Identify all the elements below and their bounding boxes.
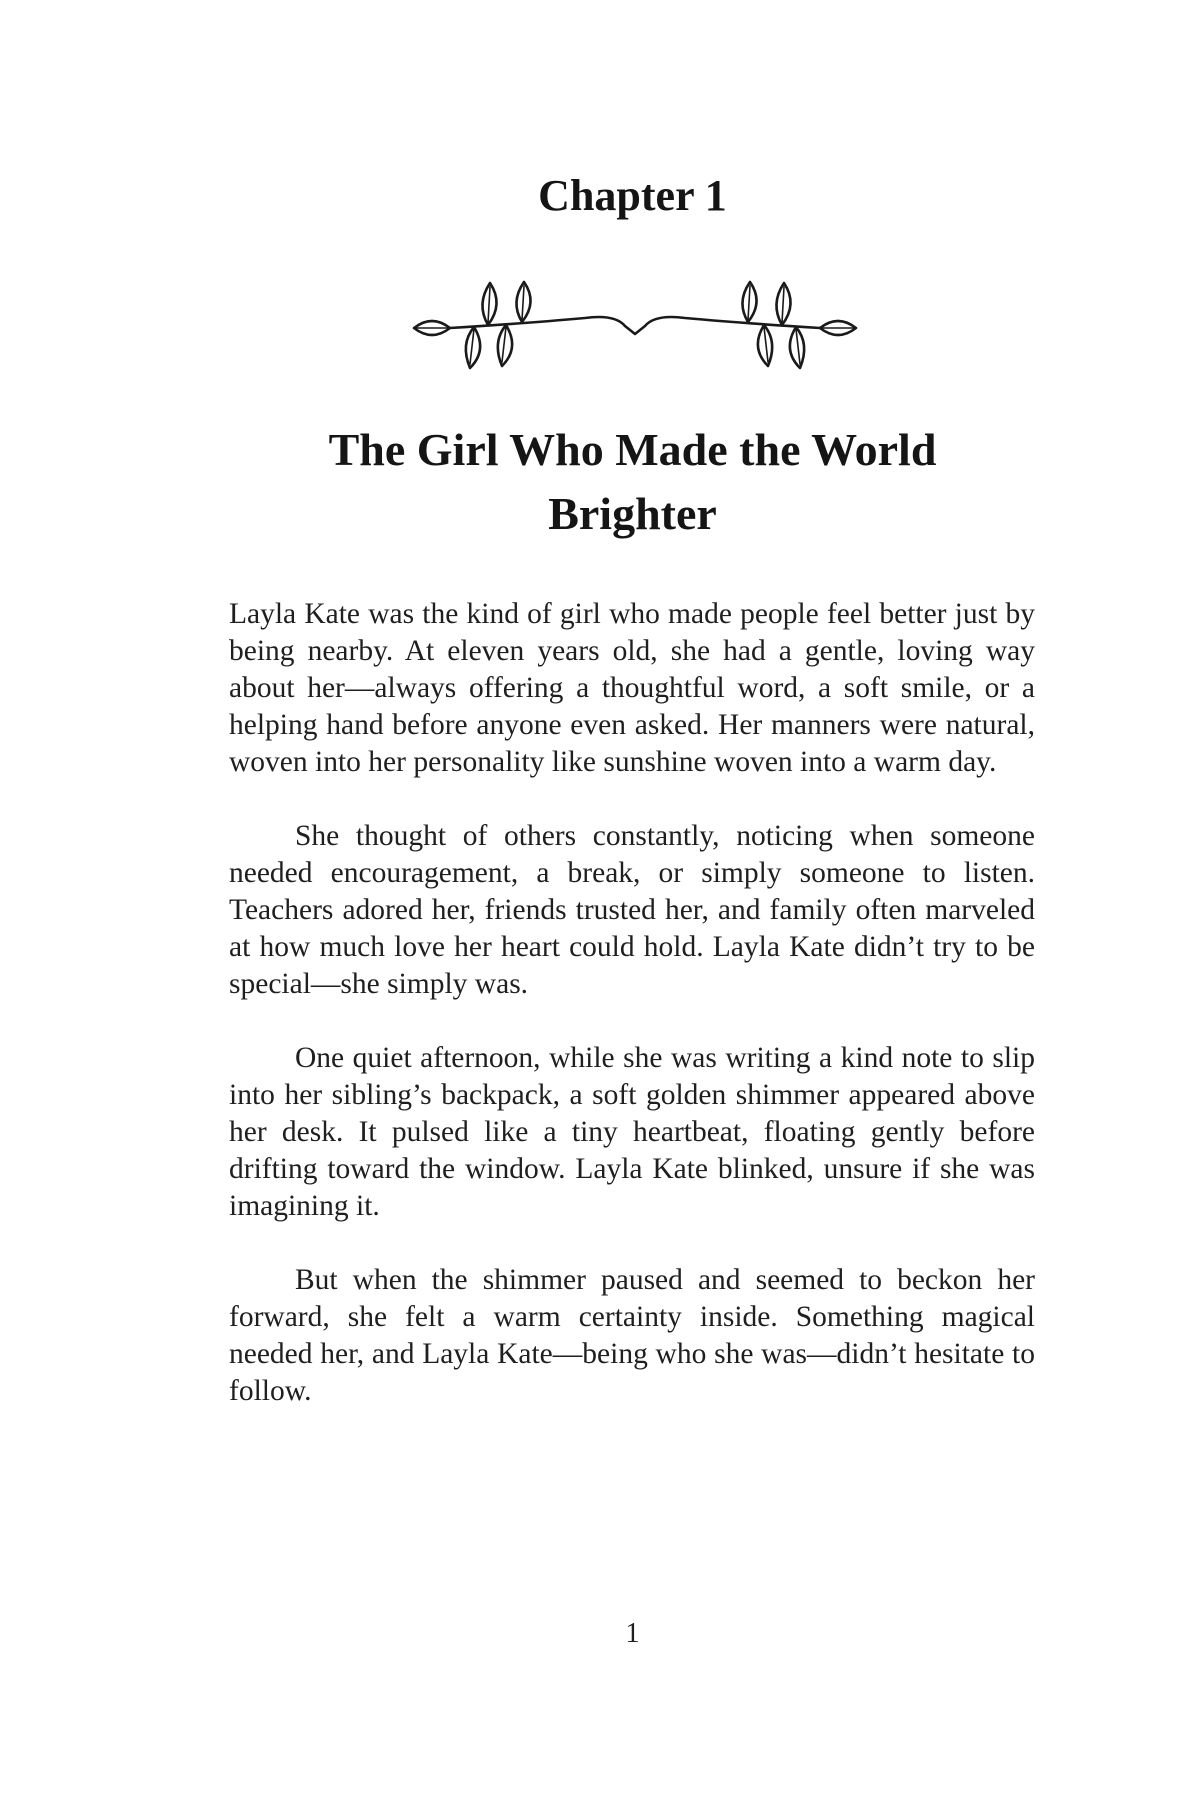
chapter-label: Chapter 1	[538, 171, 727, 220]
chapter-title: The Girl Who Made the World Brighter	[328, 424, 937, 539]
paragraph-2: She thought of others constantly, noticing when someone needed encouragement, a break, or simply someone to listen. Teachers adored her, friends trusted her, and family often marveled at how much love her heart could hold. Layla Kate didn’t try to be special—she simply was.	[229, 820, 1035, 1000]
leaf-vine-ornament-icon	[410, 278, 860, 378]
paragraph-4: But when the shimmer paused and seemed to beckon her forward, she felt a warm certainty inside. Something magical needed her, and Layla Kate—being who she was—didn’t hesitate to follow.	[229, 1264, 1035, 1407]
paragraph-1: Layla Kate was the kind of girl who made people feel better just by being nearby. At eleven years old, she had a gentle, loving way about her—always offering a thoughtful word, a soft smile, or a helping hand before anyone even asked. Her manners were natural, woven into her personality like sunshine woven into a warm day.	[229, 598, 1035, 778]
page-number: 1	[625, 1618, 640, 1649]
paragraph-3: One quiet afternoon, while she was writing a kind note to slip into her sibling’s backpack, a soft golden shimmer appeared above her desk. It pulsed like a tiny heartbeat, floating gently before drifting toward the window. Layla Kate blinked, unsure if she was imagining it.	[229, 1042, 1035, 1222]
chapter-body	[229, 596, 1035, 1447]
